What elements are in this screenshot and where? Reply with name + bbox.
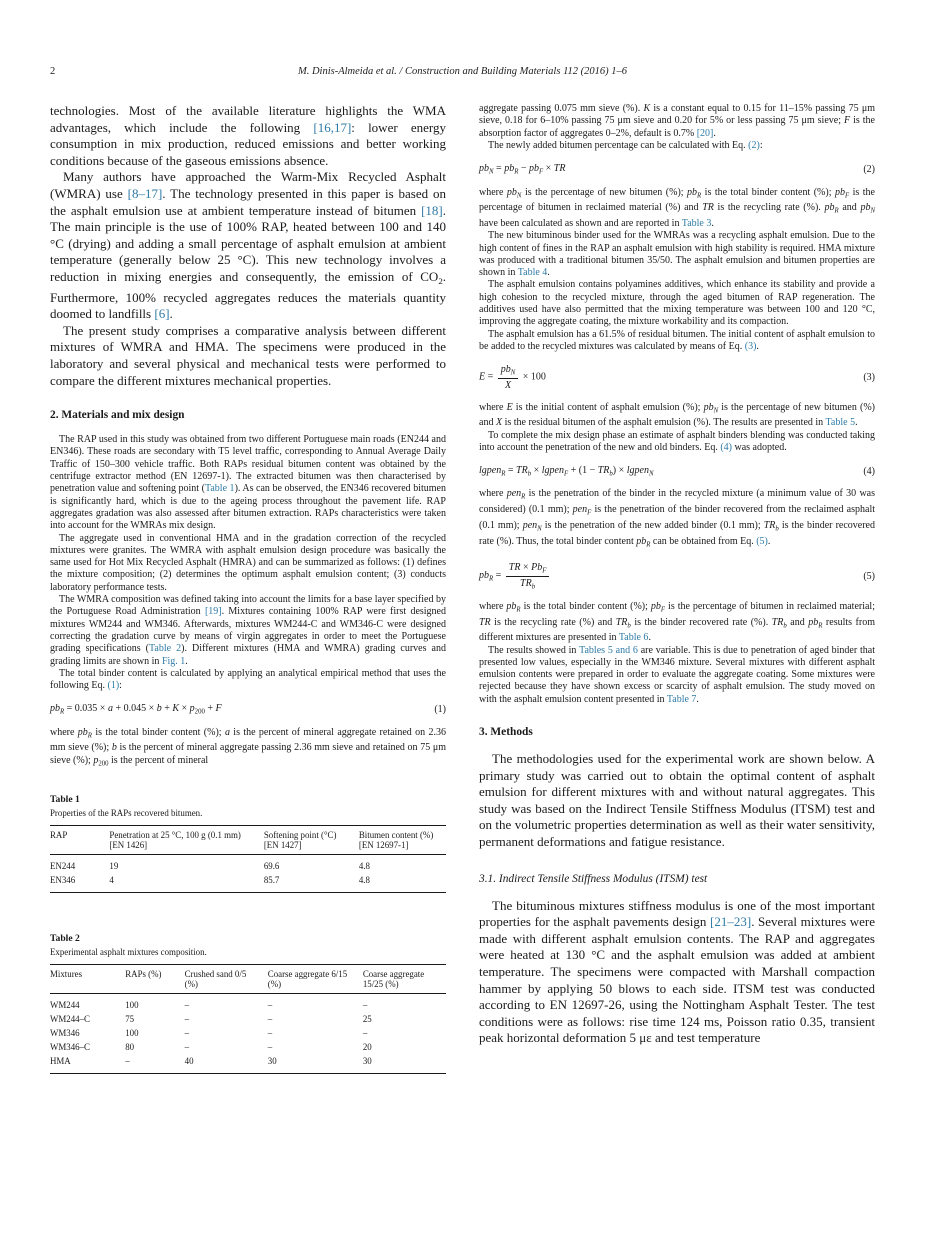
table-caption: Experimental asphalt mixtures composition. (50, 947, 207, 958)
table-cell: WM346 (50, 1028, 80, 1039)
cross-ref-link[interactable]: [21–23] (710, 914, 752, 930)
paragraph: The RAP used in this study was obtained from two different Portuguese main roads (EN244 and EN346). These roads are secondary with T5 level traffic, corresponding to Annual Average Daily Traffic of 150–300 vehicle traffic. Both RAPs residual bitumen content was obtained by the centrifuge extractor method (EN 12697-1). The extracted bitumen was then characterised by penetration value and softening point (Table 1). As can be observed, the EN346 recovered bitumen is significantly hard, which is due to the ageing process throughout the pavement life. RAP aggregates gradation was also assessed after bitumen extraction. RAPs characteristics were taken into account for the WMRAs mix design. (50, 434, 446, 532)
paragraph: aggregate passing 0.075 mm sieve (%). K is a constant equal to 0.15 for 11–15% passing 75 μm sieve, 0.18 for 6–10% passing 75 μm sieve and 0.20 for 5% or less passing 75 μm sieve; F is the absorption factor of aggregates 0–2%, default is 0.7% [20]. (479, 103, 876, 139)
paragraph: where E is the initial content of asphalt emulsion (%); $pb_N$ is the percentage of new bitumen (%) and X is the residual bitumen of the asphalt emulsion (%). The results are presented in Table 5. (479, 401, 875, 429)
table-header-cell: Crushed sand 0/5 (%) (185, 965, 268, 994)
section-heading-materials: 2. Materials and mix design (50, 409, 185, 422)
paragraph: The new bituminous binder used for the WMRAs was a recycling asphalt emulsion. Due to the high content of fines in the RAP an asphalt emulsion with high stability is required. HMA mixture was produced with a traditional bitumen 35/50. The asphalt emulsion and bitumen properties are shown in Table 4. (479, 230, 875, 279)
paragraph: technologies. Most of the available literature highlights the WMA advantages, which include the following [16,17]: lower energy consumption in mix production, reduced emissions and better working conditions because of the gaseous emissions absence. (50, 103, 446, 168)
table-cell: HMA (50, 1056, 71, 1067)
cross-ref-link[interactable]: (5) (756, 535, 768, 547)
cross-ref-link[interactable]: Table 7 (666, 693, 697, 705)
cross-ref-link[interactable]: (1) (107, 680, 120, 692)
table-header-cell: RAP (50, 826, 109, 855)
table-row (50, 873, 446, 893)
table-row (50, 994, 446, 1013)
paragraph: Many authors have approached the Warm-Mix Recycled Asphalt (WMRA) use [8–17]. The technology presented in this paper is based on the asphalt emulsion use at ambient temperature instead of bitumen [18]. The main principle is the use of 100% RAP, heated between 100 and 140 °C (drying) and adding a small percentage of asphalt emulsion at ambient temperature (generally below 25 °C). This new technology involves a reduction in mixing energies and consequently, the emission of $CO_2$. Furthermore, 100% recycled aggregates reduces the materials quantity doomed to landfills [6]. (50, 169, 446, 322)
paragraph: where $pb_R$ is the total binder content (%); $pb_F$ is the percentage of bitumen in reclaimed material; TR is the recycling rate (%) and $TR_b$ is the binder recovered rate (%). $TR_b$ and $pb_R$ results from different mixtures are presented in Table 6. (479, 600, 875, 644)
table-row (50, 1026, 446, 1040)
table-header-row (50, 965, 446, 994)
table-header-cell: Bitumen content (%) [EN 12697-1] (359, 826, 446, 855)
table-cell: – (267, 1042, 273, 1053)
table-cell: – (362, 1000, 368, 1011)
section-heading-methods: 3. Methods (479, 726, 533, 739)
paragraph: The total binder content is calculated by applying an analytical empirical method that uses the following Eq. (1): (50, 667, 446, 692)
table-cell: 4.8 (358, 861, 370, 872)
table-cell: – (267, 1000, 273, 1011)
table-cell: WM346–C (50, 1042, 90, 1053)
table-cell: EN244 (50, 861, 76, 872)
table-cell: EN346 (50, 875, 76, 886)
table-cell: 25 (362, 1014, 372, 1025)
paragraph: The asphalt emulsion contains polyamines additives, which enhance its stability and provide a high cohesion to the recycled mixture, through the aged bitumen of RAP regeneration. The additives used have also permitted that the mixing temperature was between 100 and 120 °C, improving the aggregate coating, the mixture workability and its compaction. (479, 279, 875, 328)
table-row (50, 1040, 446, 1054)
equation-body: lgpen$_R$ = $TR_b$ × lgpen$_F$ + $(1 - TR_b)$ × lgpen$_N$ (479, 465, 654, 478)
cross-ref-link[interactable]: [18] (421, 202, 443, 218)
table-label: Table 2 (50, 933, 80, 945)
table-cell: – (362, 1028, 368, 1039)
equation-number: (1) (434, 704, 446, 716)
table-header-cell: RAPs (%) (125, 965, 184, 994)
table-cell: 75 (125, 1014, 135, 1025)
paragraph: The methodologies used for the experimental work are shown below. A primary study was carried out to obtain the optimal content of asphalt emulsion for different mixtures with and without natural aggregates. This study was based on the Indirect Tensile Stiffness Modulus (ITSM) test and on the volumetric properties determination as well as their water sensitivity, permanent deformations and fatigue resistance. (479, 751, 875, 850)
table-row (50, 855, 446, 874)
table-cell: 30 (267, 1056, 277, 1067)
cross-ref-link[interactable]: [8–17] (127, 185, 163, 201)
table-header-cell: Softening point (°C) [EN 1427] (264, 826, 359, 855)
paragraph: The asphalt emulsion has a 61.5% of residual bitumen. The initial content of asphalt emulsion to be added to the recycled mixtures was calculated by means of Eq. (3). (479, 328, 875, 352)
equation-number: (4) (863, 465, 875, 477)
cross-ref-link[interactable]: [20] (696, 127, 714, 139)
paragraph: where pen$_R$ is the penetration of the binder in the recycled mixture (a minimum value of 30 was considered) (0.1 mm); pen$_F$ is the penetration of the binder recovered from the reclaimed asphalt (0.1 mm); pen$_N$ is the penetration of the new added binder (0.1 mm); $TR_b$ is the binder recovered rate (%). Thus, the total binder content $pb_R$ can be obtained from Eq. (5). (479, 488, 875, 548)
table-cell: WM244–C (50, 1014, 90, 1025)
paragraph: The aggregate used in conventional HMA and in the gradation correction of the recycled mixtures were granites. The WMRA with asphalt emulsion design procedure was basically the same used for Hot Mix Recycled Asphalt (HMRA) and can be summarized as follows: (1) defines the mixture composition; (2) determines the optimum asphalt emulsion content; (3) conducts laboratory performance tests. (50, 532, 446, 593)
cross-ref-link[interactable]: Table 6 (618, 632, 649, 644)
table-cell: – (125, 1056, 130, 1067)
table-2 (50, 933, 446, 1074)
cross-ref-link[interactable]: [16,17] (313, 119, 352, 135)
cross-ref-link[interactable]: Table 3 (681, 217, 712, 229)
table-cell: 100 (125, 1000, 139, 1011)
paragraph: To complete the mix design phase an estimate of asphalt binders blending was conducted taking into account the penetration of the new and old binders. Eq. (4) was adopted. (479, 429, 875, 453)
cross-ref-link[interactable]: Tables 5 and 6 (579, 644, 638, 656)
table-cell: – (267, 1028, 273, 1039)
equation-number: (3) (863, 371, 875, 383)
cross-ref-link[interactable]: Fig. 1 (161, 655, 186, 667)
table-cell: 40 (184, 1056, 194, 1067)
cross-ref-link[interactable]: Table 5 (825, 417, 856, 429)
right-column (479, 103, 875, 1047)
table-cell: – (184, 1014, 190, 1025)
equation-number: (5) (863, 570, 875, 582)
table-cell: – (184, 1028, 190, 1039)
equation-body: $pb_R = 0.035 \times a + 0.045 \times b + K \times p_{200} + F$ (50, 703, 222, 716)
cross-ref-link[interactable]: [19] (204, 606, 222, 618)
paragraph: The WMRA composition was defined taking into account the limits for a base layer specified by the Portuguese Road Administration [19]. Mixtures containing 100% RAP were first designed mixtures WM244 and WM346. Afterwards, mixtures WM244-C and WM346-C were designed correcting the gradation curve by means of virgin aggregates in order to meet the Portuguese grading specifications (Table 2). Different mixtures (HMA and WMRA) grading curves and grading limits are shown in Fig. 1. (50, 594, 446, 667)
cross-ref-link[interactable]: Table 4 (517, 267, 548, 279)
equation-4 (479, 465, 875, 477)
properties-table (50, 825, 446, 893)
cross-ref-link[interactable]: [6] (154, 306, 170, 322)
running-title: M. Dinis-Almeida et al. / Construction and Building Materials 112 (2016) 1–6 (297, 66, 628, 77)
paragraph: where $pb_R$ is the total binder content (%); a is the percent of mineral aggregate retained on 2.36 mm sieve (%); b is the percent of mineral aggregate passing 2.36 mm sieve and retained on 75 μm sieve (%); $p_{200}$ is the percent of mineral (50, 726, 446, 768)
paragraph: The present study comprises a comparative analysis between different mixtures of WMRA and HMA. The specimens were produced in the laboratory and several physical and mechanical tests were performed to compare the different mixtures mechanical properties. (50, 322, 446, 388)
cross-ref-link[interactable]: (4) (720, 441, 732, 453)
table-label: Table 1 (50, 794, 80, 806)
paragraph: The bituminous mixtures stiffness modulus is one of the most important properties for the asphalt pavements design [21–23]. Several mixtures were made with different asphalt emulsion contents. The RAP and aggregates were heated at 130 °C and the asphalt emulsion was added at ambient temperature. The specimens were compacted with Marshall compaction hammer by applying 50 blows to each side. ITSM test was conducted according to EN 12697-26, using the Nottingham Asphalt Tester. The test conditions were as follows: rise time 124 ms, Poisson ratio 0.35, transient peak horizontal deformation 5 με and test temperature (479, 897, 875, 1046)
cross-ref-link[interactable]: (3) (744, 340, 757, 352)
table-cell: 85.7 (263, 875, 280, 886)
cross-ref-link[interactable]: Table 2 (149, 643, 182, 655)
equation-3 (479, 364, 875, 390)
fraction: $\frac{pb_N}{X}$ (498, 364, 519, 390)
table-cell: 20 (362, 1042, 372, 1053)
table-header-cell: Penetration at 25 °C, 100 g (0.1 mm) [EN 1426] (109, 826, 263, 855)
page-header (50, 66, 875, 77)
table-cell: 69.6 (263, 861, 280, 872)
table-cell: 30 (362, 1056, 372, 1067)
equation-body: $pb_N = pb_R - pb_F$ × TR (479, 163, 566, 176)
composition-table (50, 964, 446, 1074)
equation-body: E = $\frac{pb_N}{X}$ × 100 (479, 364, 546, 391)
equation-1 (50, 703, 446, 715)
table-cell: – (184, 1000, 190, 1011)
table-header-cell: Coarse aggregate 15/25 (%) (363, 965, 446, 994)
table-row (50, 1054, 446, 1074)
paragraph: The newly added bitumen percentage can be calculated with Eq. (2): (488, 139, 763, 151)
table-cell: 19 (109, 861, 119, 872)
equation-body: $pb_R$ = $\frac{TR \times Pb_F}{TR_b}$ (479, 562, 863, 590)
table-caption: Properties of the RAPs recovered bitumen. (50, 808, 203, 819)
table-cell: 100 (125, 1028, 139, 1039)
equation-number: (2) (863, 163, 875, 175)
table-cell: 4.8 (358, 875, 370, 886)
table-header-row (50, 826, 446, 855)
page-number: 2 (50, 66, 56, 77)
cross-ref-link[interactable]: (2) (748, 139, 760, 151)
cross-ref-link[interactable]: Table 1 (204, 483, 235, 495)
fraction: $\frac{TR \times Pb_F}{TR_b}$ (506, 562, 550, 590)
table-cell: WM244 (50, 1000, 80, 1011)
table-cell: – (267, 1014, 273, 1025)
left-column (50, 103, 446, 1074)
table-header-cell: Coarse aggregate 6/15 (%) (268, 965, 363, 994)
subsection-heading-itsm: 3.1. Indirect Tensile Stiffness Modulus (ITSM) test (479, 872, 708, 885)
table-1 (50, 794, 446, 893)
table-cell: – (184, 1042, 190, 1053)
paragraph: where $pb_N$ is the percentage of new bitumen (%); $pb_R$ is the total binder content (%); $pb_F$ is the percentage of bitumen in reclaimed material (%) and TR is the recycling rate (%). $pb_R$ and $pb_N$ have been calculated as shown and are reported in Table 3. (479, 186, 875, 229)
equation-2 (479, 163, 875, 175)
table-cell: 80 (125, 1042, 135, 1053)
table-row (50, 1012, 446, 1026)
table-header-cell: Mixtures (50, 965, 125, 994)
paragraph: The results showed in Tables 5 and 6 are variable. This is due to penetration of aged binder that presented low values, especially in the WM346 mixture. Several mixtures with different asphalt emulsion contents were prepared in order to evaluate the aggregate coating. Some mixtures were rejected because they have shown excess or scarcity of asphalt emulsion. The study moved on with the asphalt emulsion content presented in Table 7. (479, 644, 875, 705)
table-cell: 4 (109, 875, 114, 886)
equation-5 (479, 562, 875, 590)
